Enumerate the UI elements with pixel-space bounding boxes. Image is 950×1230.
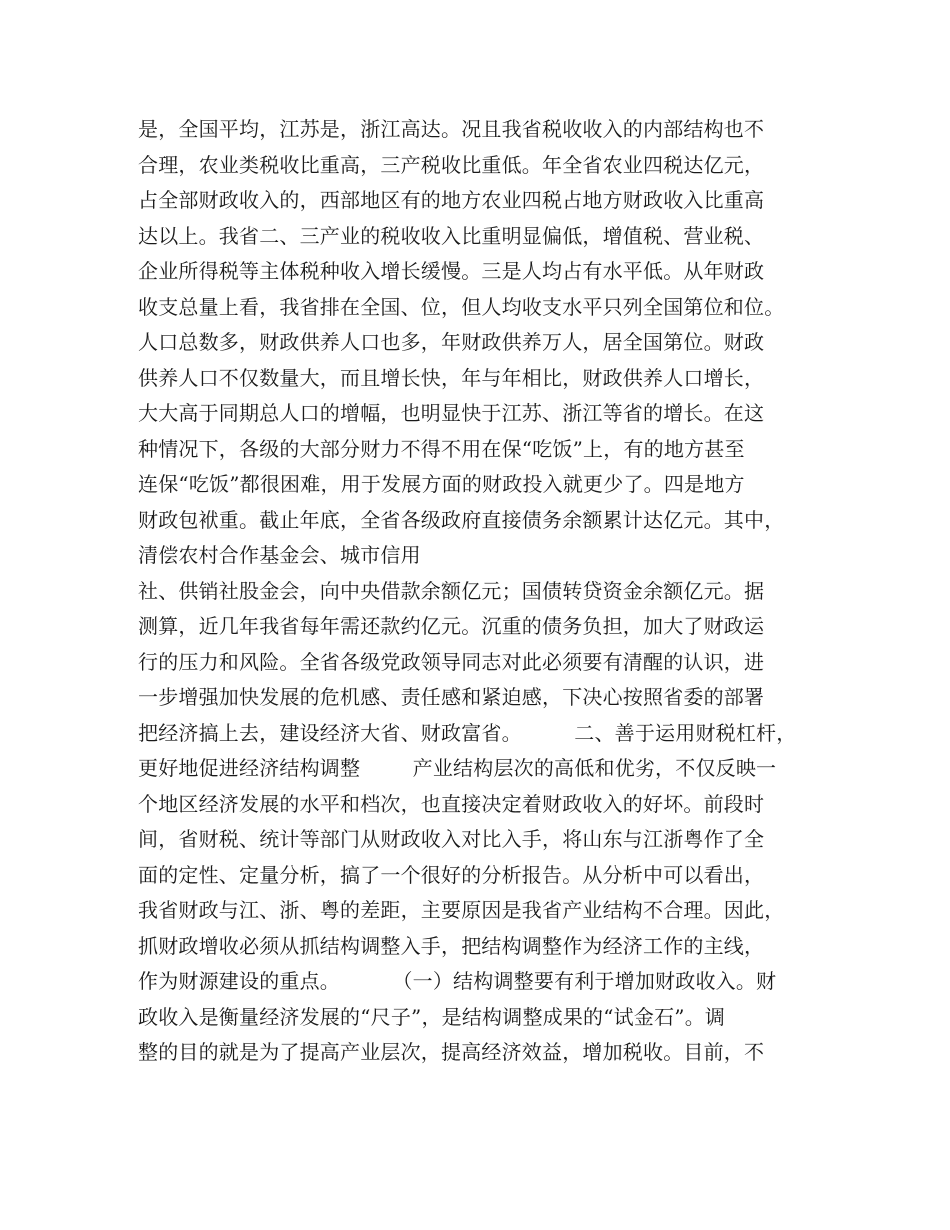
text-line: 测算，近几年我省每年需还款约亿元。沉重的债务负担，加大了财政运 <box>138 614 765 638</box>
text-line: 一步增强加快发展的危机感、责任感和紧迫感，下决心按照省委的部署 <box>138 685 765 709</box>
text-line: 我省财政与江、浙、粤的差距，主要原因是我省产业结构不合理。因此， <box>138 898 785 922</box>
text-line: 把经济搞上去，建设经济大省、财政富省。 二、善于运用财税杠杆， <box>138 720 797 745</box>
text-line: 清偿农村合作基金会、城市信用 <box>138 543 421 567</box>
text-line: 社、供销社股金会，向中央借款余额亿元；国债转贷资金余额亿元。据 <box>138 578 765 603</box>
text-line: 大大高于同期总人口的增幅，也明显快于江苏、浙江等省的增长。在这 <box>138 401 765 425</box>
text-line: 企业所得税等主体税种收入增长缓慢。三是人均占有水平低。从年财政 <box>138 259 765 283</box>
text-line: 连保“吃饭”都很困难，用于发展方面的财政投入就更少了。四是地方 <box>138 472 745 496</box>
text-line: 达以上。我省二、三产业的税收收入比重明显偏低，增值税、营业税、 <box>138 223 765 248</box>
text-line: 占全部财政收入的，西部地区有的地方农业四税占地方财政收入比重高 <box>138 188 765 212</box>
text-line: 合理，农业类税收比重高，三产税收比重低。年全省农业四税达亿元， <box>138 152 765 177</box>
text-line: 面的定性、定量分析，搞了一个很好的分析报告。从分析中可以看出， <box>138 862 765 887</box>
text-line: 人口总数多，财政供养人口也多，年财政供养万人，居全国第位。财政 <box>138 330 765 354</box>
text-line: 政收入是衡量经济发展的“尺子”，是结构调整成果的“试金石”。调 <box>138 1004 726 1029</box>
text-line: 财政包袱重。截止年底，全省各级政府直接债务余额累计达亿元。其中， <box>138 507 785 532</box>
text-line: 个地区经济发展的水平和档次，也直接决定着财政收入的好坏。前段时 <box>138 791 765 816</box>
text-line: 更好地促进经济结构调整 产业结构层次的高低和优劣，不仅反映一 <box>138 756 777 780</box>
text-line: 供养人口不仅数量大，而且增长快，年与年相比，财政供养人口增长， <box>138 365 765 390</box>
text-line: 整的目的就是为了提高产业层次，提高经济效益，增加税收。目前，不 <box>138 1040 765 1064</box>
text-line: 是，全国平均，江苏是，浙江高达。况且我省税收收入的内部结构也不 <box>138 117 765 141</box>
text-line: 间，省财税、统计等部门从财政收入对比入手，将山东与江浙粤作了全 <box>138 827 765 851</box>
text-line: 收支总量上看，我省排在全国、位，但人均收支水平只列全国第位和位。 <box>138 294 785 319</box>
text-line: 行的压力和风险。全省各级党政领导同志对此必须要有清醒的认识，进 <box>138 649 765 674</box>
body-text <box>138 112 838 1071</box>
text-line: 抓财政增收必须从抓结构调整入手，把结构调整作为经济工作的主线， <box>138 933 765 958</box>
text-line: 作为财源建设的重点。 （一）结构调整要有利于增加财政收入。财 <box>138 969 777 993</box>
text-line: 种情况下，各级的大部分财力不得不用在保“吃饭”上，有的地方甚至 <box>138 436 745 461</box>
